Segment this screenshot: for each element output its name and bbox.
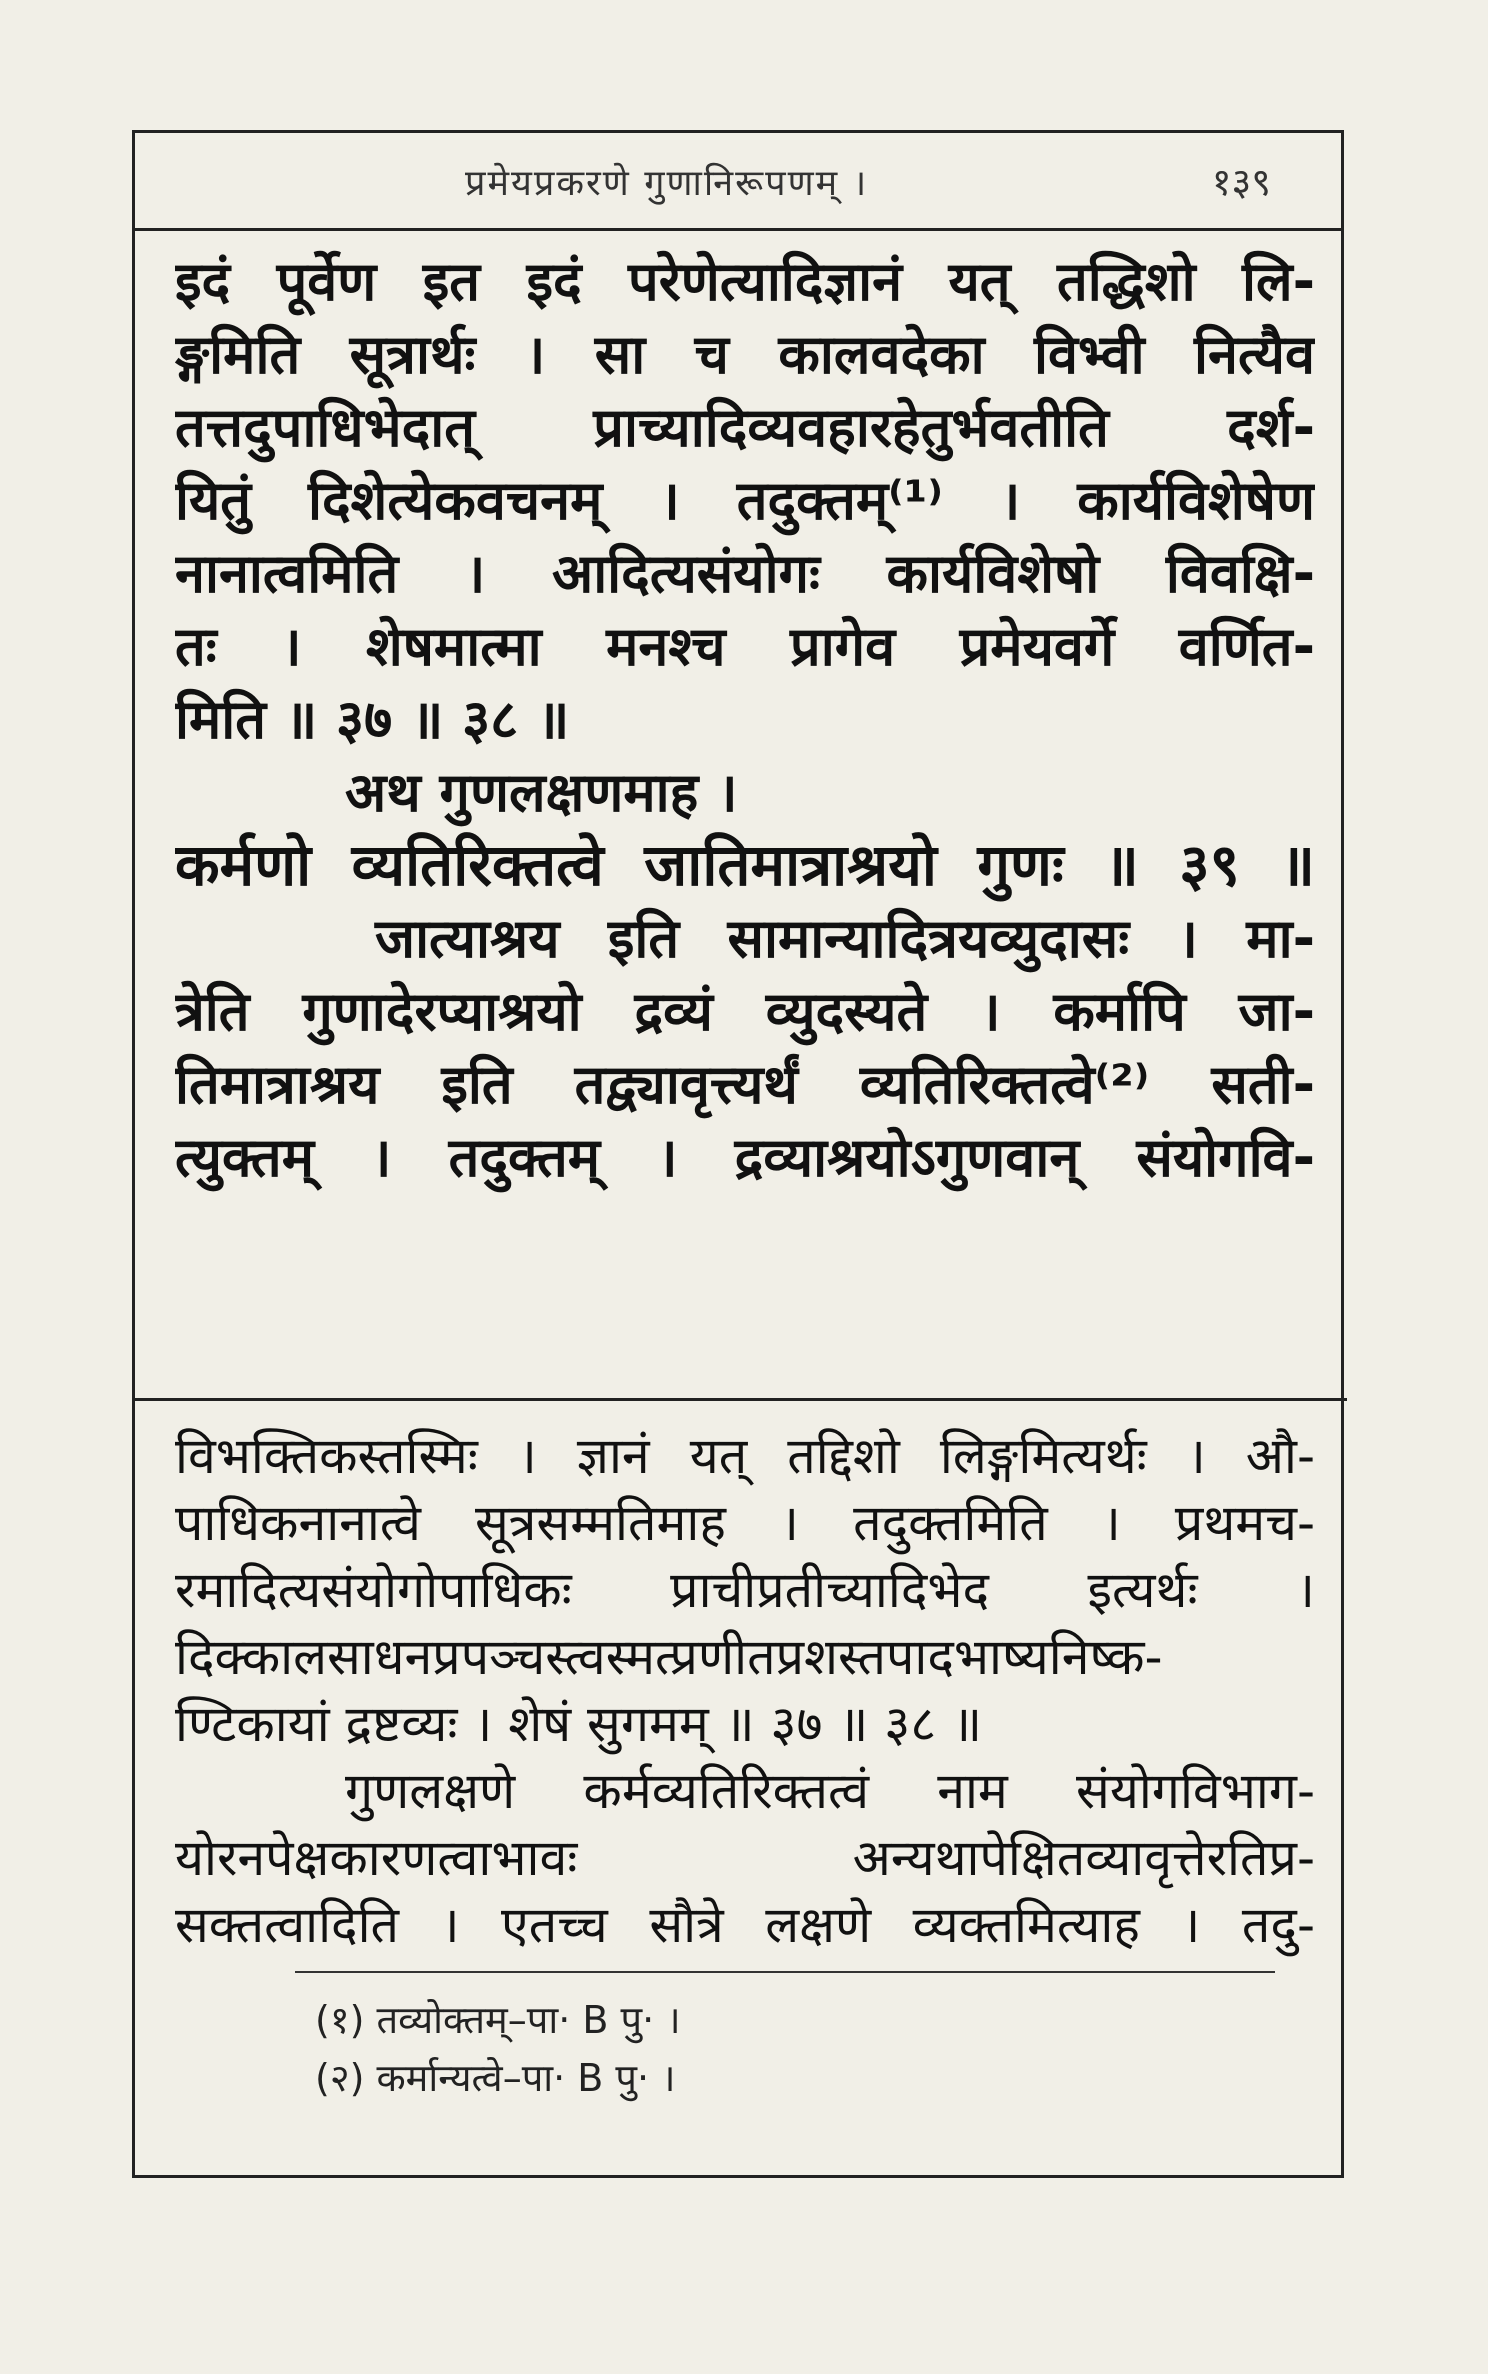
commentary-line: दिक्कालसाधनप्रपञ्चस्त्वस्मत्प्रणीतप्रशस्तपादभाष्यनिष्क- xyxy=(175,1628,1163,1686)
running-head: प्रमेयप्रकरणे गुणानिरूपणम् । xyxy=(465,163,869,204)
commentary-line: गुणलक्षणे कर्मव्यतिरिक्तत्वं नाम संयोगविभाग- xyxy=(345,1762,1315,1820)
page-header xyxy=(135,133,1341,231)
text-line: इदं पूर्वेण इत इदं परेणेत्यादिज्ञानं यत् तद्धिशो लि- xyxy=(175,250,1315,313)
commentary-line: ण्टिकायां द्रष्टव्यः । शेषं सुगमम् ॥ ३७ ॥ ३८ ॥ xyxy=(175,1695,983,1753)
main-text xyxy=(175,245,1315,1194)
footnote: (२) कर्मान्यत्वे–पा· B पु· । xyxy=(315,2056,676,2100)
footnote: (१) तव्योक्तम्–पा· B पु· । xyxy=(315,1998,681,2042)
text-line: नानात्वमिति । आदित्यसंयोगः कार्यविशेषो विवक्षि- xyxy=(175,542,1315,605)
commentary-line: पाधिकनानात्वे सूत्रसम्मतिमाह । तदुक्तमिति । प्रथमच- xyxy=(175,1494,1315,1552)
text-line: त्रेति गुणादेरप्याश्रयो द्रव्यं व्युदस्यते । कर्मापि जा- xyxy=(175,980,1315,1043)
page-frame xyxy=(132,130,1344,2178)
text-line: मिति ॥ ३७ ॥ ३८ ॥ xyxy=(175,688,570,751)
commentary-line: सक्तत्वादिति । एतच्च सौत्रे लक्षणे व्यक्तमित्याह । तदु- xyxy=(175,1896,1315,1954)
footnotes xyxy=(315,1991,681,2107)
text-line: तः । शेषमात्मा मनश्च प्रागेव प्रमेयवर्गे वर्णित- xyxy=(175,615,1315,678)
text-line: जात्याश्रय इति सामान्यादित्रयव्युदासः । मा- xyxy=(375,907,1315,970)
text-line: त्युक्तम् । तदुक्तम् । द्रव्याश्रयोऽगुणवान् संयोगवि- xyxy=(175,1126,1315,1189)
commentary-line: रमादित्यसंयोगोपाधिकः प्राचीप्रतीच्यादिभेद इत्यर्थः । xyxy=(175,1561,1315,1619)
text-line: तिमात्राश्रय इति तद्व्यावृत्त्यर्थं व्यतिरिक्तत्वे⁽²⁾ सती- xyxy=(175,1053,1315,1116)
text-line: तत्तदुपाधिभेदात् प्राच्यादिव्यवहारहेतुर्भवतीति दर्श- xyxy=(175,396,1315,459)
page-number: १३९ xyxy=(1211,160,1271,204)
text-line: यितुं दिशेत्येकवचनम् । तदुक्तम्⁽¹⁾ । कार्यविशेषेण xyxy=(175,469,1315,532)
commentary-line: विभक्तिकस्तस्मिः । ज्ञानं यत् तद्दिशो लिङ्गमित्यर्थः । औ- xyxy=(175,1427,1315,1485)
section-divider xyxy=(135,1398,1347,1401)
commentary-line: योरनपेक्षकारणत्वाभावः अन्यथापेक्षितव्यावृत्तेरतिप्र- xyxy=(175,1829,1315,1887)
footnote-rule xyxy=(295,1971,1275,1973)
section-heading: अथ गुणलक्षणमाह । xyxy=(345,761,738,824)
sutra-line: कर्मणो व्यतिरिक्तत्वे जातिमात्राश्रयो गुणः ॥ ३९ ॥ xyxy=(175,831,1315,899)
commentary xyxy=(175,1423,1315,1959)
text-line: ङ्गमिति सूत्रार्थः । सा च कालवदेका विभ्वी नित्यैव xyxy=(175,323,1315,386)
